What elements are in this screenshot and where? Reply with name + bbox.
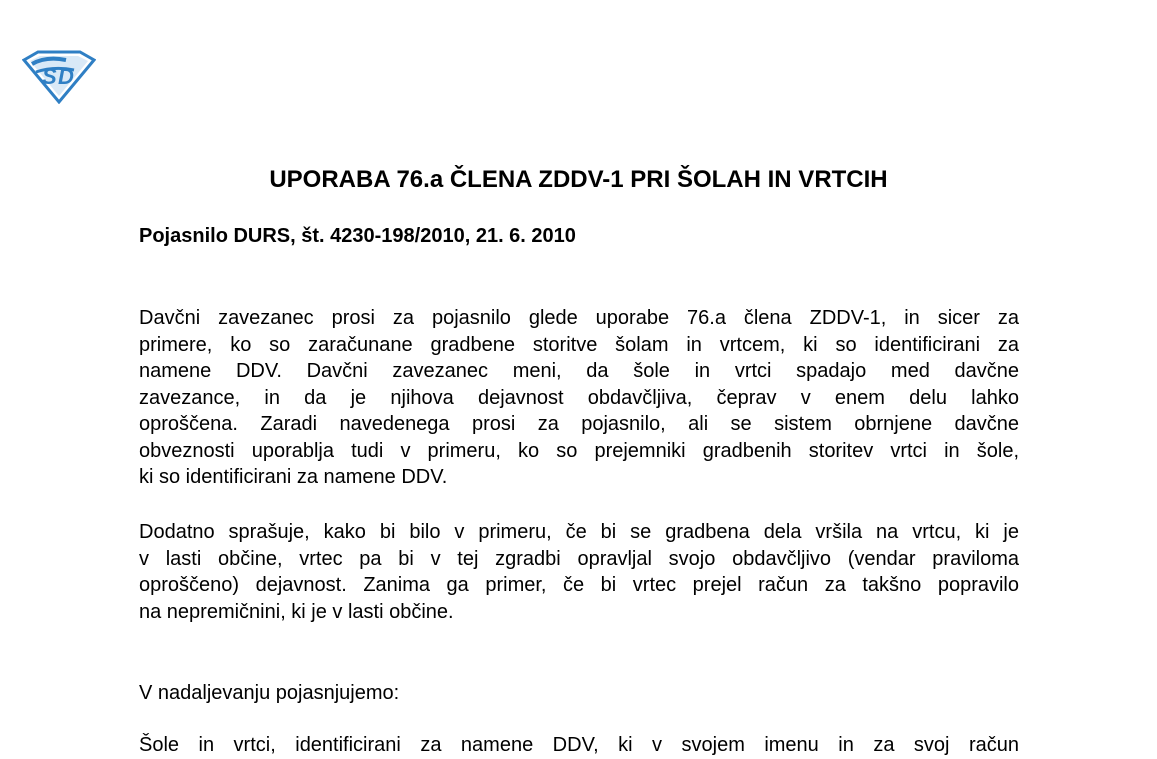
paragraph-line: zavezance, in da je njihova dejavnost obdavčljiva, čeprav v enem delu lahko (139, 386, 1019, 409)
paragraph-line: oproščeno) dejavnost. Zanima ga primer, če bi vrtec prejel račun za takšno popravilo (139, 574, 1019, 596)
svg-text:D: D (58, 64, 74, 89)
paragraph-line: v lasti občine, vrtec pa bi v tej zgradbi opravljal svojo obdavčljivo (vendar praviloma (139, 547, 1019, 570)
paragraph-request (139, 305, 1019, 491)
document-title: UPORABA 76.a ČLENA ZDDV-1 PRI ŠOLAH IN VRTCIH (269, 166, 888, 193)
paragraph-line: obveznosti uporablja tudi v primeru, ko so prejemniki gradbenih storitev vrtci in šole, (139, 439, 1019, 462)
paragraph-line: Dodatno sprašuje, kako bi bilo v primeru, če bi se gradbena dela vršila na vrtcu, ki je (139, 521, 1019, 543)
paragraph-additional-question (139, 519, 1019, 625)
company-logo (22, 48, 96, 104)
paragraph-line: Šole in vrtci, identificirani za namene DDV, ki v svojem imenu in za svoj račun (139, 734, 1019, 756)
paragraph-line: V nadaljevanju pojasnjujemo: (139, 682, 400, 704)
paragraph-line: primere, ko so zaračunane gradbene storitve šolam in vrtcem, ki so identificirani za (139, 333, 1019, 356)
document-subtitle: Pojasnilo DURS, št. 4230-198/2010, 21. 6. 2010 (139, 225, 576, 247)
paragraph-line: na nepremičnini, ki je v lasti občine. (139, 600, 454, 623)
paragraph-explanation-intro (139, 680, 1019, 707)
paragraph-explanation-partial (139, 732, 1019, 759)
svg-text:S: S (42, 64, 57, 89)
paragraph-line: namene DDV. Davčni zavezanec meni, da šole in vrtci spadajo med davčne (139, 360, 1019, 382)
paragraph-line: Davčni zavezanec prosi za pojasnilo glede uporabe 76.a člena ZDDV-1, in sicer za (139, 307, 1019, 329)
paragraph-line: ki so identificirani za namene DDV. (139, 466, 448, 488)
paragraph-line: oproščena. Zaradi navedenega prosi za pojasnilo, ali se sistem obrnjene davčne (139, 413, 1019, 435)
